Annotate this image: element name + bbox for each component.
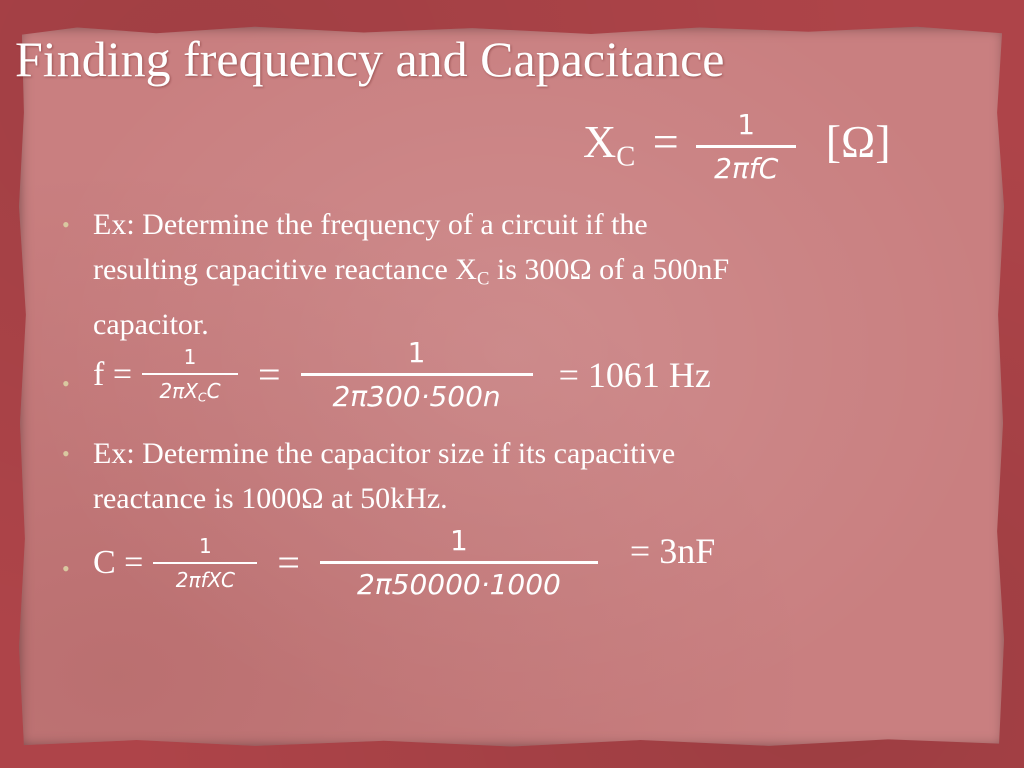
c-fraction-1: $\frac{1}{\text{2πfXC}}$ bbox=[153, 534, 257, 592]
example2-line1: Ex: Determine the capacitor size if its capacitive bbox=[93, 437, 676, 470]
example2-text bbox=[93, 431, 675, 521]
example1-line3: capacitor. bbox=[93, 307, 209, 341]
example1-text bbox=[93, 202, 729, 347]
c-fraction-2: $\frac{1}{2\pi 50000\cdot 1000}$ bbox=[320, 524, 598, 601]
c-result: = 3nF bbox=[629, 531, 716, 571]
example1-line2: resulting capacitive reactance $X_C$ is 300Ω of a 500nF bbox=[93, 253, 730, 290]
example2-line2: reactance is 1000Ω at 50kHz. bbox=[93, 482, 448, 515]
bullet-icon: • bbox=[62, 556, 70, 581]
example1-line1: Ex: Determine the frequency of a circuit if the bbox=[93, 208, 648, 241]
formula-unit: [Ω] bbox=[825, 116, 891, 168]
f-result: = 1061 Hz bbox=[558, 354, 711, 395]
f-fraction-2: $\frac{1}{2\pi 300\cdot 500n}$ bbox=[301, 336, 533, 413]
f-equals: = bbox=[258, 352, 281, 397]
reactance-formula bbox=[583, 108, 891, 185]
formula-lhs: $X_C$ bbox=[583, 116, 636, 173]
c-lhs: C = bbox=[93, 543, 144, 581]
f-lhs: f = bbox=[93, 355, 132, 393]
fraction-numerator: 1 bbox=[737, 108, 756, 141]
formula-equals: = bbox=[652, 116, 679, 168]
bullet-icon: • bbox=[62, 212, 70, 237]
f-fraction-1: $\frac{1}{2\pi X_CC}$ bbox=[142, 345, 238, 405]
frequency-equation bbox=[93, 336, 711, 413]
fraction-denominator: 2πfC bbox=[714, 152, 779, 185]
slide-title: Finding frequency and Capacitance bbox=[15, 31, 725, 87]
c-equals: = bbox=[277, 540, 300, 585]
formula-fraction bbox=[696, 108, 796, 185]
capacitance-equation bbox=[93, 524, 715, 601]
bullet-icon: • bbox=[62, 441, 70, 466]
bullet-icon: • bbox=[62, 371, 70, 396]
fraction-bar bbox=[696, 145, 796, 148]
